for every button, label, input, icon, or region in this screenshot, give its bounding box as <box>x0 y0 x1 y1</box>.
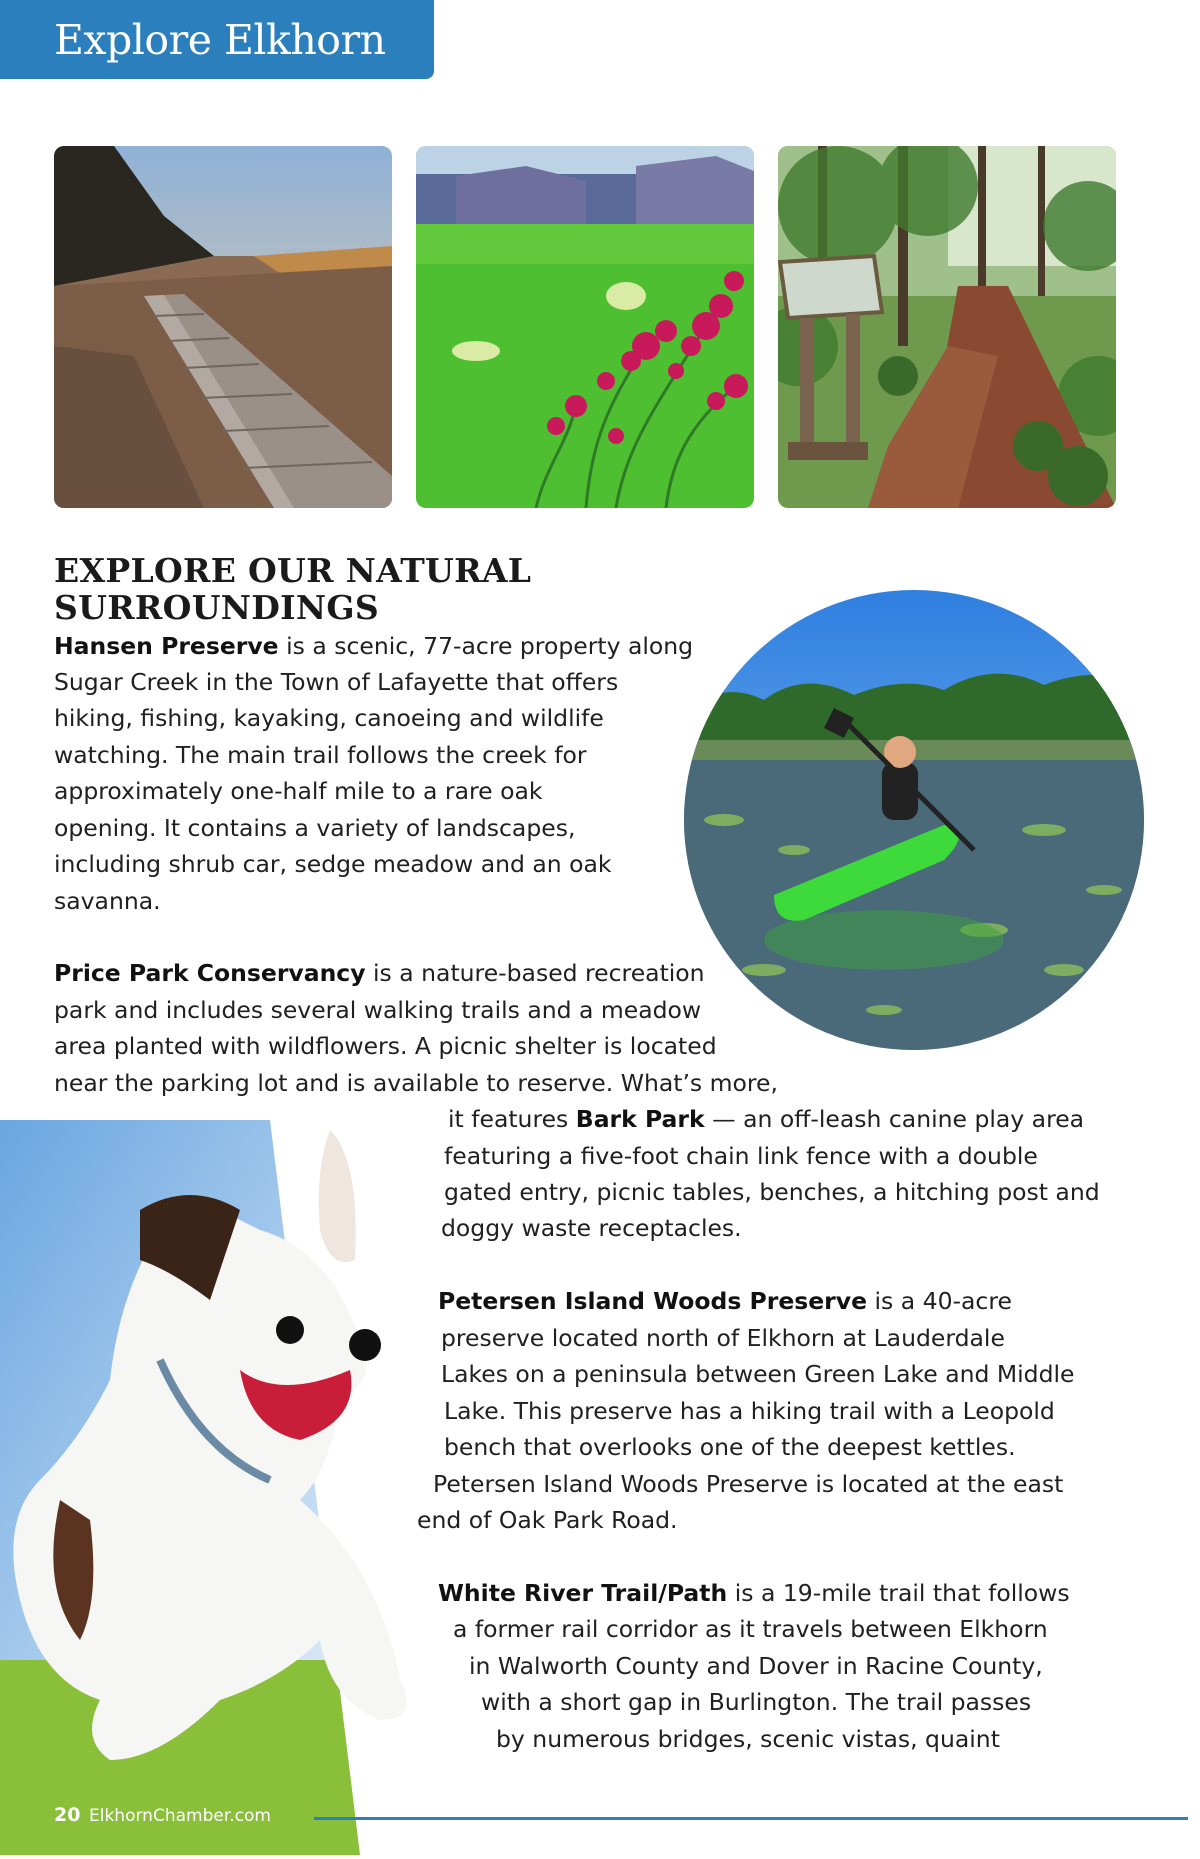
trail-sign-photo <box>778 146 1116 508</box>
section-tab <box>0 0 434 79</box>
hansen-line: savanna. <box>54 887 161 915</box>
price-line: near the parking lot and is available to reserve. What’s more, <box>54 1069 778 1097</box>
petersen-name: Petersen Island Woods Preserve <box>438 1287 868 1315</box>
petersen-line: end of Oak Park Road. <box>417 1506 678 1534</box>
white-river-line: a former rail corridor as it travels between Elkhorn <box>453 1615 1048 1643</box>
price-line: park and includes several walking trails and a meadow <box>54 996 702 1024</box>
price-line: gated entry, picnic tables, benches, a hitching post and <box>444 1178 1100 1206</box>
price-line: area planted with wildflowers. A picnic shelter is located <box>54 1032 717 1060</box>
footer-website: ElkhornChamber.com <box>89 1806 271 1826</box>
hansen-name: Hansen Preserve <box>54 632 279 660</box>
hansen-line: opening. It contains a variety of landscapes, <box>54 814 576 842</box>
white-river-line: by numerous bridges, scenic vistas, quaint <box>496 1725 1000 1753</box>
section-tab-title: Explore Elkhorn <box>54 16 386 64</box>
hansen-line: Hansen Preserve is a scenic, 77-acre property along <box>54 632 694 660</box>
article-heading: EXPLORE OUR NATURAL SURROUNDINGS <box>54 551 532 627</box>
hansen-line: including shrub car, sedge meadow and an oak <box>54 850 612 878</box>
petersen-line: Petersen Island Woods Preserve is a 40-acre <box>438 1287 1012 1315</box>
petersen-line: Lake. This preserve has a hiking trail with a Leopold <box>444 1397 1055 1425</box>
hansen-line: Sugar Creek in the Town of Lafayette that offers <box>54 668 619 696</box>
petersen-line: Lakes on a peninsula between Green Lake and Middle <box>441 1360 1075 1388</box>
white-river-line: in Walworth County and Dover in Racine County, <box>469 1652 1043 1680</box>
hansen-line: watching. The main trail follows the creek for <box>54 741 587 769</box>
boardwalk-photo <box>54 146 392 508</box>
petersen-line: bench that overlooks one of the deepest kettles. <box>444 1433 1016 1461</box>
hansen-line: hiking, fishing, kayaking, canoeing and wildlife <box>54 704 604 732</box>
running-dog-photo <box>0 1120 460 1855</box>
white-river-line: with a short gap in Burlington. The trail passes <box>481 1688 1032 1716</box>
price-name: Price Park Conservancy <box>54 959 366 987</box>
price-line: doggy waste receptacles. <box>441 1214 742 1242</box>
price-line: Price Park Conservancy is a nature-based recreation <box>54 959 705 987</box>
price-line: featuring a five-foot chain link fence with a double <box>444 1142 1038 1170</box>
wildflowers-photo <box>416 146 754 508</box>
white-river-line: White River Trail/Path is a 19-mile trail that follows <box>438 1579 1070 1607</box>
hansen-line: approximately one-half mile to a rare oak <box>54 777 543 805</box>
price-line: it features Bark Park — an off-leash canine play area <box>448 1105 1085 1133</box>
footer-rule <box>314 1817 1188 1820</box>
petersen-line: preserve located north of Elkhorn at Lauderdale <box>441 1324 1005 1352</box>
petersen-line: Petersen Island Woods Preserve is located at the east <box>433 1470 1064 1498</box>
bark-park-name: Bark Park <box>575 1105 705 1133</box>
white-river-name: White River Trail/Path <box>438 1579 728 1607</box>
page-number: 20 <box>54 1804 81 1826</box>
kayaker-photo <box>684 590 1144 1050</box>
